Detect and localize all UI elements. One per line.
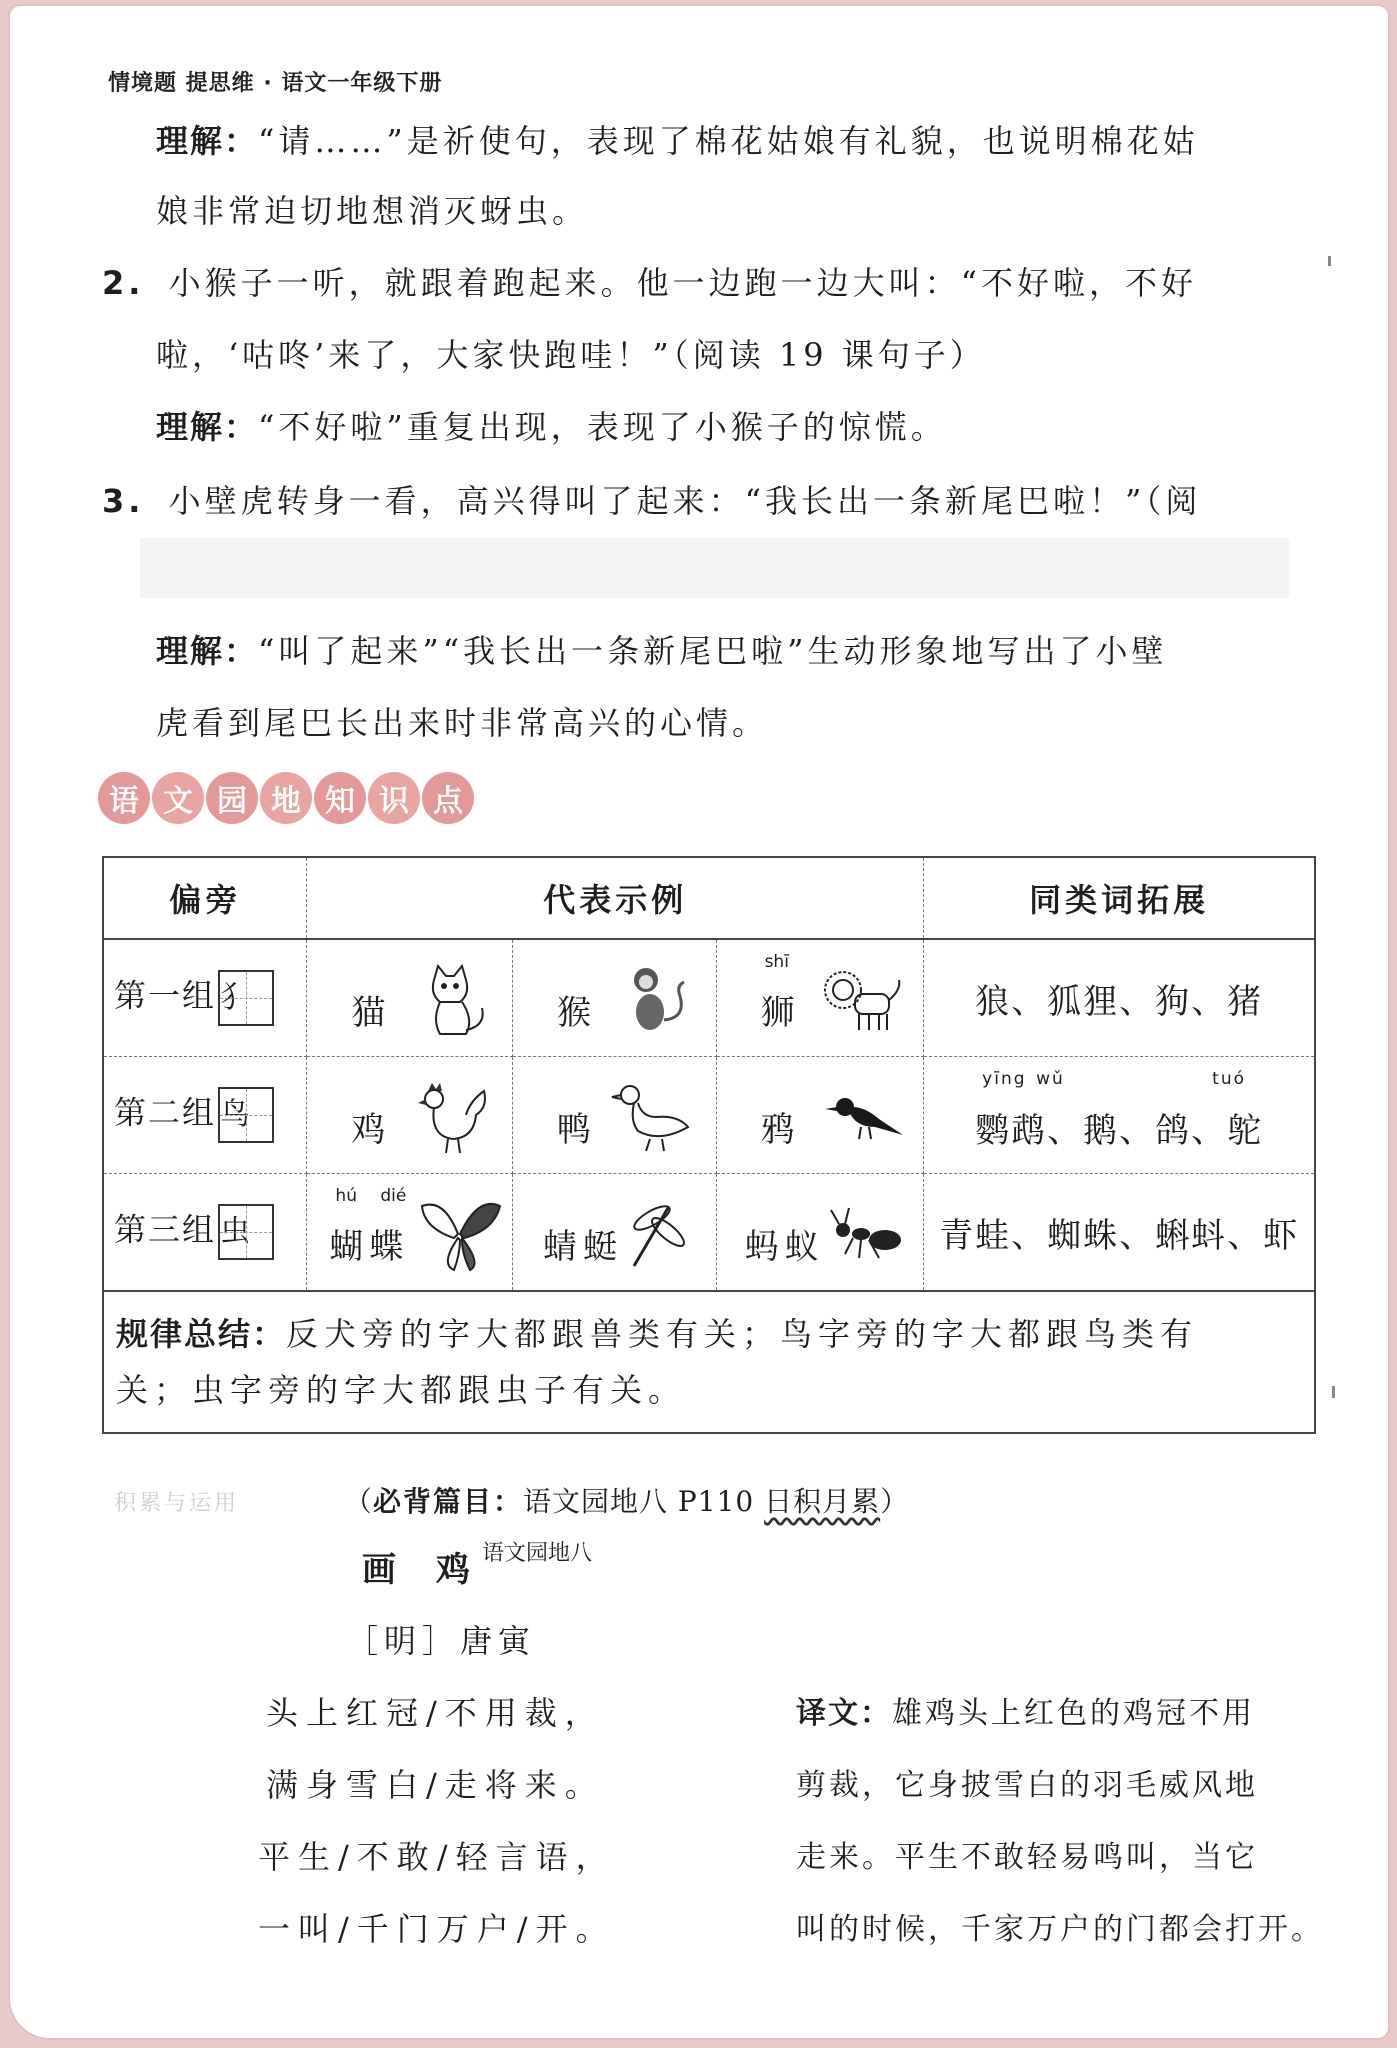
monkey-icon <box>608 960 698 1040</box>
summary-row <box>103 1291 1315 1433</box>
ant-icon <box>823 1194 913 1274</box>
banner-char: 知 <box>314 772 366 824</box>
example-cell <box>513 1057 717 1174</box>
radical-box: 虫 <box>218 1204 274 1260</box>
understand-text: “不好啦”重复出现，表现了小猴子的惊慌。 <box>258 408 947 446</box>
group-label: 第二组 <box>114 1093 217 1132</box>
group-label: 第一组 <box>114 976 217 1015</box>
header-radical: 偏旁 <box>103 857 307 939</box>
example-cell <box>307 1057 513 1174</box>
banner-char: 文 <box>152 772 204 824</box>
summary-text: 关；虫字旁的字大都跟虫子有关。 <box>116 1371 687 1409</box>
summary-cell <box>103 1291 1315 1433</box>
recite-text: 语文园地八 P110 <box>523 1485 765 1518</box>
poem-line: 一叫/千门万户/开。 <box>258 1910 616 1948</box>
understand-label: 理解： <box>156 632 259 670</box>
radical-box: 鸟 <box>218 1087 274 1143</box>
extension-cell <box>924 1057 1315 1174</box>
item3-understand-line2: 虎看到尾巴长出来时非常高兴的心情。 <box>156 704 769 742</box>
extension-words: 鹦鹉、鹅、鸽、鸵 <box>975 1110 1264 1151</box>
extension-pinyin: yīng <box>982 1069 1027 1089</box>
example-word: 猴 <box>557 993 597 1033</box>
table-header-row <box>103 857 1315 939</box>
poem-author: ［明］唐寅 <box>346 1622 537 1660</box>
poem-source: 语文园地八 <box>482 1541 593 1566</box>
blank-strip <box>140 538 1290 598</box>
understand-label: 理解： <box>156 122 259 160</box>
poem-line: 头上红冠/不用裁， <box>266 1694 605 1732</box>
translation-line: 叫的时候，千家万户的门都会打开。 <box>796 1912 1324 1947</box>
group-label: 第三组 <box>114 1210 217 1249</box>
dragonfly-icon <box>608 1194 698 1274</box>
banner-char: 语 <box>98 772 150 824</box>
translation-text: 雄鸡头上红色的鸡冠不用 <box>892 1696 1255 1731</box>
cat-icon <box>404 960 494 1040</box>
example-pinyin: shī <box>764 952 789 972</box>
example-word: 蝴蝶 <box>329 1227 410 1267</box>
translation-line: 走来。平生不敢轻易鸣叫，当它 <box>796 1840 1258 1875</box>
duck-icon <box>608 1077 698 1157</box>
header-examples: 代表示例 <box>307 857 924 939</box>
group-label-cell <box>103 1174 307 1292</box>
example-cell <box>307 1174 513 1292</box>
poem-line: 满身雪白/走将来。 <box>266 1766 605 1804</box>
paren: ） <box>880 1485 910 1518</box>
example-word: 蜻蜓 <box>543 1227 623 1267</box>
example-word: 蚂蚁 <box>744 1227 825 1267</box>
item2-sentence-line2: 啦，‘咕咚’来了，大家快跑哇！”（阅读 19 课句子） <box>156 336 986 374</box>
extension-pinyin: tuó <box>1212 1069 1246 1089</box>
extension-words: 青蛙、蜘蛛、蝌蚪、虾 <box>939 1215 1300 1256</box>
banner-char: 地 <box>260 772 312 824</box>
crow-icon <box>815 1077 905 1157</box>
summary-label: 规律总结： <box>116 1315 287 1353</box>
recite-wavy-text: 日积月累 <box>764 1485 881 1518</box>
paren: （ <box>344 1485 374 1518</box>
item-number: 2. <box>102 264 145 302</box>
understand-text: “叫了起来”“我长出一条新尾巴啦”生动形象地写出了小壁 <box>258 632 1168 670</box>
item-number: 3. <box>102 482 145 520</box>
running-header: 情境题 提思维 · 语文一年级下册 <box>108 71 443 96</box>
item3-sentence-line1 <box>102 476 1201 522</box>
item3-understand-line1 <box>156 626 1167 672</box>
sentence-text: 小壁虎转身一看，高兴得叫了起来：“我长出一条新尾巴啦！”（阅 <box>168 482 1202 520</box>
example-cell <box>716 1057 924 1174</box>
table-row <box>103 939 1315 1057</box>
translation-label: 译文： <box>796 1696 892 1731</box>
rooster-icon <box>404 1077 494 1157</box>
textbook-page <box>10 6 1388 2038</box>
extension-words: 狼、狐狸、狗、猪 <box>975 981 1264 1022</box>
example-word: 狮 <box>760 993 801 1033</box>
example-word: 鸦 <box>760 1110 801 1150</box>
scan-mark <box>1328 256 1331 266</box>
table-row <box>103 1174 1315 1292</box>
understand-text: “请……”是祈使句，表现了棉花姑娘有礼貌，也说明棉花姑 <box>258 122 1199 160</box>
example-word: 鸡 <box>351 1110 392 1150</box>
example-cell <box>716 1174 924 1292</box>
item2-sentence-line1 <box>102 258 1197 304</box>
radical-box: 犭 <box>218 970 274 1026</box>
example-cell <box>716 939 924 1057</box>
scan-mark <box>1332 1386 1335 1398</box>
item2-understand <box>156 402 947 448</box>
must-recite-note <box>344 1480 909 1520</box>
item1-understand-line2: 娘非常迫切地想消灭蚜虫。 <box>156 192 589 230</box>
header-extension: 同类词拓展 <box>924 857 1315 939</box>
banner-char: 识 <box>368 772 420 824</box>
recite-label: 必背篇目： <box>373 1485 524 1518</box>
butterfly-icon <box>414 1194 504 1274</box>
translation-line <box>796 1688 1255 1732</box>
radicals-table <box>102 856 1316 1434</box>
sentence-text: 小猴子一听，就跟着跑起来。他一边跑一边大叫：“不好啦，不好 <box>168 264 1197 302</box>
translation-line: 剪裁，它身披雪白的羽毛威风地 <box>796 1768 1258 1803</box>
banner-char: 园 <box>206 772 258 824</box>
extension-pinyin: wǔ <box>1036 1069 1065 1089</box>
group-label-cell <box>103 939 307 1057</box>
section-banner <box>98 772 476 824</box>
example-word: 鸭 <box>557 1110 597 1150</box>
item1-understand-line1 <box>156 116 1199 162</box>
summary-text: 反犬旁的字大都跟兽类有关；鸟字旁的字大都跟鸟类有 <box>286 1315 1199 1353</box>
example-word: 猫 <box>351 993 392 1033</box>
poem-line: 平生/不敢/轻言语， <box>258 1838 616 1876</box>
extension-cell <box>924 939 1315 1057</box>
banner-char: 点 <box>422 772 474 824</box>
group-label-cell <box>103 1057 307 1174</box>
example-cell <box>307 939 513 1057</box>
example-cell <box>513 1174 717 1292</box>
poem-title: 画鸡 <box>362 1550 510 1590</box>
example-cell <box>513 939 717 1057</box>
understand-label: 理解： <box>156 408 259 446</box>
example-pinyin: hú dié <box>335 1186 407 1206</box>
lion-icon <box>815 960 905 1040</box>
extension-cell <box>924 1174 1315 1292</box>
section-category: 积累与运用 <box>114 1491 240 1516</box>
table-row <box>103 1057 1315 1174</box>
